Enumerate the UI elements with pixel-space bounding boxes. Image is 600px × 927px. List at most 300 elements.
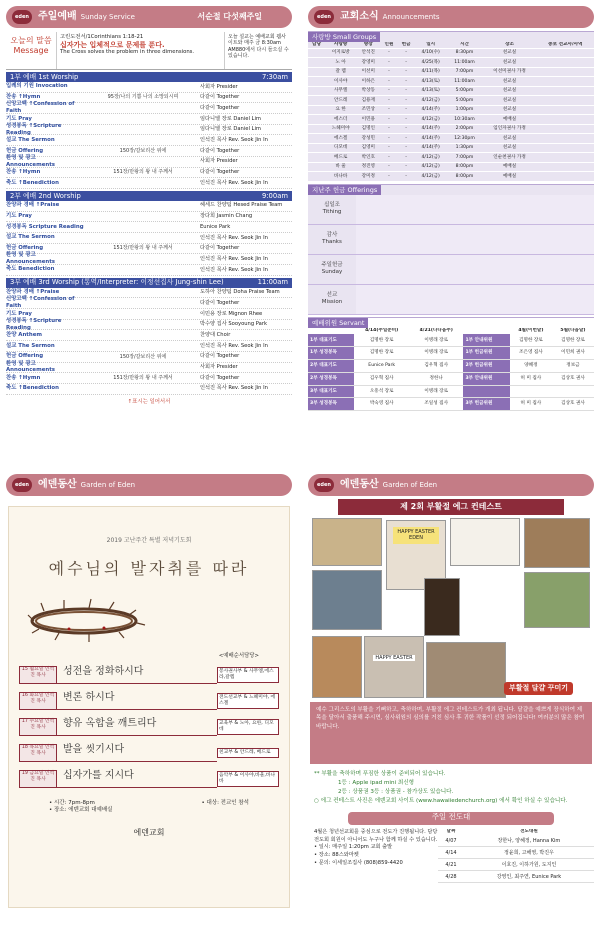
contest-description: 예수 그리스도의 부활을 기뻐하고, 축하하며, 부활절 에그 컨테스트가 개최 됩니다. 달걀을 예쁘게 장식하여 제목을 달아서 출품해 주시면, 심사위원의 심의를 거친 심사 후 귀한 작품이 선정 되어집니다! 여러분의 많은 참여 바랍니다. [310, 702, 592, 764]
table-cell: 8:00pm [447, 162, 483, 172]
table-cell: 4/14(주) [415, 105, 447, 115]
table-cell: 디모데 [325, 143, 356, 153]
prayer-day-row [19, 742, 279, 764]
table-cell: - [380, 162, 397, 172]
section-title: 에덴동산 [340, 478, 379, 490]
table-cell: 4/12(금) [415, 162, 447, 172]
table-cell: 강영미 [356, 58, 380, 68]
table-cell: 8:00pm [447, 172, 483, 182]
table-row [438, 847, 594, 859]
sermon-title-ko: 십자가는 입체적으로 문제를 푼다. [60, 40, 165, 49]
egg-contest-title: 제 2회 부활절 에그 컨테스트 [338, 499, 564, 515]
prize-first: 1등 : Apple ipad mini 최신형 [338, 779, 415, 786]
table-cell [510, 385, 552, 398]
table-row [438, 835, 594, 847]
eden-logo-icon: eden [314, 10, 334, 24]
table-cell: 2부 대표기도 [308, 360, 354, 373]
table-row [438, 871, 594, 883]
order-item: 찬송 ↑Hymn [6, 168, 41, 175]
table-cell: 느헤미야 [325, 124, 356, 134]
table-row [308, 48, 594, 58]
section-subtitle: Garden of Eden [382, 480, 438, 489]
table-cell: 10:30am [447, 115, 483, 125]
table-cell: 친교실 [482, 134, 536, 144]
table-cell [308, 153, 325, 163]
table-cell: 친교실 [482, 86, 536, 96]
table-cell: - [380, 105, 397, 115]
offering-label [308, 285, 356, 314]
table-cell: 11:00am [447, 58, 483, 68]
table-header: 헌금 [398, 42, 415, 48]
offering-value [356, 225, 594, 254]
table-cell: 4/28 [438, 871, 464, 883]
table-cell: 11:00am [447, 77, 483, 87]
table-cell: 강영인, 최주연, Eunice Park [464, 871, 594, 883]
table-cell [308, 96, 325, 106]
prize-second-third: 2등 : 상품권 3등 : 상품권 - 참가상도 있습니다. [338, 788, 454, 795]
table-cell [537, 172, 594, 182]
order-item: 찬양 Anthem [6, 331, 42, 338]
table-cell: 김우혁 집사 [354, 372, 409, 385]
egg-photo-5 [312, 570, 382, 630]
table-cell: 노 아 [325, 58, 356, 68]
order-leader: 다같이 Together [200, 104, 240, 111]
offerings-title: 지난주 헌금 Offerings [308, 185, 381, 195]
egg-photo-4 [524, 518, 590, 568]
table-cell: 5:00pm [447, 96, 483, 106]
order-item: 환영 및 광고 Announcements [6, 252, 55, 266]
message-box [6, 32, 292, 70]
table-cell [537, 153, 594, 163]
table-cell [308, 77, 325, 87]
table-cell: - [398, 162, 415, 172]
order-leader: 다같이 Together [200, 245, 240, 252]
table-cell: 1:30pm [447, 143, 483, 153]
photo-site-note: ○ 에그 컨테스트 사진은 에덴교회 사이트 (www.hawaiiedenchurch.org) 에서 확인 하실 수 있습니다. [314, 797, 568, 804]
table-cell [537, 124, 594, 134]
table-cell [537, 67, 594, 77]
table-row [308, 385, 594, 398]
table-cell: - [380, 134, 397, 144]
table-cell: 4/13(토) [415, 77, 447, 87]
order-leader: 사회자 Presider [200, 158, 238, 165]
table-cell: 강미정 [356, 172, 380, 182]
garden-header [6, 474, 292, 496]
meeting-target: • 대상: 전교인 참석 [201, 799, 249, 806]
table-cell: 8:30pm [447, 48, 483, 58]
small-groups-title: 사랑방 Small Groups [308, 32, 380, 42]
offering-row [308, 195, 594, 225]
table-header: 4/21(다다음주) [409, 328, 464, 334]
offering-row [308, 225, 594, 255]
table-cell: 장한나, 양혜정, Hanna Kim [464, 835, 594, 847]
offering-label-ko: 감사 [326, 232, 338, 239]
table-header: 중보 선교사/사역 [537, 42, 594, 48]
table-cell: 3부 대표기도 [308, 385, 354, 398]
table-cell: 정한나 [409, 372, 464, 385]
table-cell: 4/14 [438, 847, 464, 859]
section-subtitle: Sunday Service [80, 12, 135, 21]
table-cell: 이민희 권사 [552, 347, 594, 360]
order-leader: 이민용 장로 Mignon Rhee [200, 310, 263, 317]
table-row [308, 96, 594, 106]
table-cell: - [398, 134, 415, 144]
order-leader: 다같이 Together [200, 299, 240, 306]
table-row [308, 372, 594, 385]
order-item: 축도 ↑Benediction [6, 385, 59, 392]
offering-value [356, 255, 594, 284]
witness-team-title: 주일 전도대 [348, 812, 554, 825]
church-name: 에덴교회 [133, 827, 165, 837]
hymn-title: 151장/만왕의 왕 내 주께서 [113, 374, 173, 381]
order-item: 설교 The Sermon [6, 234, 55, 241]
order-leader: 인석진 목사 Rev. Seok Jin In [200, 179, 268, 186]
order-leader: 인석진 목사 Rev. Seok Jin In [200, 137, 268, 144]
table-cell: - [380, 48, 397, 58]
order-row [6, 298, 292, 309]
table-cell: - [398, 86, 415, 96]
announcements-panel [308, 6, 594, 462]
order-row [6, 122, 292, 136]
table-cell: - [380, 58, 397, 68]
worship-2-order [6, 201, 292, 276]
crown-of-thorns-icon [9, 593, 159, 643]
lent-week: 서순절 다섯째주일 [197, 12, 262, 21]
table-cell: - [398, 143, 415, 153]
table-cell: 1:00pm [447, 105, 483, 115]
order-row [6, 168, 292, 179]
eden-logo-icon: eden [12, 10, 32, 24]
witness-info-line: • 일시: 매주일 1:20pm 교회 출발 [314, 844, 393, 851]
table-cell [308, 124, 325, 134]
day-leaders: 친교부 & 안드레, 베드로 [217, 748, 279, 758]
table-cell: - [380, 143, 397, 153]
table-cell: 정윤희, 고해영, 박진우 [464, 847, 594, 859]
table-cell: 이선미권사 가정 [482, 67, 536, 77]
table-cell: 4/14(주) [415, 143, 447, 153]
table-header: 4/14(주일준비) [354, 328, 409, 334]
order-leader: 장다희 Jasmin Chang [200, 213, 253, 220]
table-cell: - [380, 77, 397, 87]
table-cell: 4/13(토) [415, 86, 447, 96]
order-leader: 찬양대 Choir [200, 332, 231, 339]
witness-info-line: 4월은 청년선교회를 중심으로 전도가 진행됩니다. 담당 전도회 회원이 아니어도 누구나 함께 하실 수 있습니다. [314, 828, 438, 843]
table-cell [308, 172, 325, 182]
table-cell [308, 115, 325, 125]
table-cell: 임인자권사 가정 [482, 124, 536, 134]
offering-label-ko: 선교 [326, 292, 338, 299]
table-cell: 4/12(금) [415, 153, 447, 163]
order-item: 찬송 ↑Hymn [6, 94, 41, 101]
eden-logo-icon: eden [12, 478, 32, 492]
offering-label-en: Thanks [322, 239, 342, 246]
witness-info-line: • 문의: 이세일조집사 (808)859-4420 [314, 859, 403, 866]
table-cell: 4/25(목) [415, 58, 447, 68]
order-row [6, 341, 292, 352]
order-leader: 임다니엘 장로 Daniel Lim [200, 115, 261, 122]
order-item: 신앙고백 ↑Confession of Faith [6, 296, 75, 310]
prayer-day-row [19, 690, 279, 712]
table-cell: - [398, 124, 415, 134]
table-cell: 베드로 [325, 153, 356, 163]
day-leaders: 봉사권사부 & 사무엘,에스라,갈렙 [217, 667, 279, 683]
table-cell: 12:30pm [447, 134, 483, 144]
section-title: 교회소식 [340, 10, 379, 22]
table-cell: 박인호 [356, 153, 380, 163]
witness-schedule-table [438, 829, 594, 884]
day-leaders: 음악부 & 이사야,바울,바나바 [217, 771, 279, 787]
table-header: 전도대원 [464, 829, 594, 835]
table-cell: 갈 렙 [325, 67, 356, 77]
table-cell: 이병래 장로 [409, 347, 464, 360]
table-header: 4월(이번달) [510, 328, 552, 334]
offering-row [308, 255, 594, 285]
prayer-day-row [19, 664, 279, 686]
order-row [6, 360, 292, 374]
table-cell [537, 96, 594, 106]
table-cell: 친교실 [482, 143, 536, 153]
table-cell: 2:00pm [447, 124, 483, 134]
worship-2-bar [6, 191, 292, 201]
day-leaders: 교육부 & 노아, 요한, 디모데 [217, 719, 279, 735]
announcements-header [308, 6, 594, 28]
table-row [308, 77, 594, 87]
day-topic: 십자가를 지시다 [57, 770, 217, 788]
table-cell [308, 58, 325, 68]
witness-info [308, 829, 438, 884]
servants-block [308, 317, 594, 412]
table-cell: 안석진 [356, 48, 380, 58]
table-cell: - [380, 67, 397, 77]
happy-easter-sign: HAPPY EASTER [373, 655, 415, 661]
order-item: 찬양과 경배 ↑Praise [6, 202, 60, 209]
table-cell: 3부 성경봉독 [308, 398, 354, 411]
table-cell: - [398, 67, 415, 77]
offering-value [356, 195, 594, 224]
table-header: 담당 [308, 42, 325, 48]
table-cell: - [398, 105, 415, 115]
table-cell: Eunice Park [354, 360, 409, 373]
order-leader: 인석진 목사 Rev. Seok Jin In [200, 255, 268, 262]
offering-label-ko: 주일헌금 [321, 262, 343, 269]
table-cell: 조일성 집사 [409, 398, 464, 411]
day-label: 17 수요일 인석진 목사 [19, 718, 57, 736]
offering-label-en: Sunday [321, 269, 343, 276]
eden-logo-icon: eden [314, 478, 334, 492]
message-label-ko: 오늘의 말씀 [10, 36, 52, 45]
table-cell: 이하은 [356, 77, 380, 87]
prayer-day-row [19, 768, 279, 790]
worship-1-bar [6, 72, 292, 82]
worship-1-title: 1부 예배 1st Worship [10, 72, 79, 81]
garden-header [308, 474, 594, 496]
order-item: 기도 Pray [6, 115, 32, 122]
day-label: 15 월요일 인석진 목사 [19, 666, 57, 684]
table-cell [537, 58, 594, 68]
table-row [308, 172, 594, 182]
table-cell: 이호진, 이하가원, 도지인 [464, 859, 594, 871]
table-cell [537, 143, 594, 153]
table-cell [308, 162, 325, 172]
table-row [308, 124, 594, 134]
order-item: 헌금 Offering [6, 147, 44, 154]
table-cell [308, 134, 325, 144]
order-row [6, 384, 292, 395]
table-cell: 정진영 [356, 162, 380, 172]
offering-label-ko: 십일조 [324, 202, 340, 209]
table-row [308, 105, 594, 115]
order-leader: 다같이 Together [200, 353, 240, 360]
day-topic: 성전을 정화하시다 [57, 666, 217, 684]
order-item: 입례의 기원 Invocation [6, 83, 68, 90]
egg-decorating-tag: 부활절 달걀 꾸미기 [504, 682, 573, 695]
table-row [308, 143, 594, 153]
table-cell: 4/21 [438, 859, 464, 871]
order-item: 축도 ↑Benediction [6, 179, 59, 186]
table-cell: 1부 안내위원 [463, 334, 509, 347]
table-cell: 7:00pm [447, 67, 483, 77]
table-cell [308, 67, 325, 77]
order-item: 성경봉독 Scripture Reading [6, 223, 84, 230]
table-cell: 사무엘 [325, 86, 356, 96]
order-row [6, 178, 292, 189]
offering-label [308, 255, 356, 284]
day-label: 18 목요일 인석진 목사 [19, 744, 57, 762]
order-item: 설교 The Sermon [6, 342, 55, 349]
order-item: 찬송 ↑Hymn [6, 374, 41, 381]
table-cell [308, 48, 325, 58]
table-cell: - [398, 172, 415, 182]
table-cell: 정보금 [552, 360, 594, 373]
hymn-title: 95장/나의 기쁨 나의 소망되시며 [107, 94, 179, 101]
table-cell: - [398, 115, 415, 125]
order-item: 성경봉독 ↑Scripture Reading [6, 317, 62, 331]
table-cell: 양혜정 [510, 360, 552, 373]
order-leader: 다같이 Together [200, 147, 240, 154]
table-cell: 5:00pm [447, 86, 483, 96]
order-leader: 다같이 Together [200, 374, 240, 381]
sunday-service-header [6, 6, 292, 28]
table-cell: 예배실 [482, 172, 536, 182]
table-cell: 1부 헌금위원 [463, 347, 509, 360]
prayer-meeting-flyer [8, 506, 290, 908]
table-cell: 친교실 [482, 48, 536, 58]
order-row [6, 82, 292, 93]
table-cell [308, 86, 325, 96]
table-cell: 바나바 [325, 172, 356, 182]
egg-photo-7 [524, 572, 590, 628]
day-label: 16 화요일 인석진 목사 [19, 692, 57, 710]
table-header: 인원 [380, 42, 397, 48]
table-cell: 김상호 권사 [552, 372, 594, 385]
table-cell [308, 143, 325, 153]
order-item: 설교 The Sermon [6, 136, 55, 143]
table-cell: 김명한 장로 [510, 334, 552, 347]
table-cell: - [380, 96, 397, 106]
table-cell: 예배실 [482, 162, 536, 172]
table-header: 일시 [415, 42, 447, 48]
small-groups-block [308, 31, 594, 182]
order-leader: 인석진 목사 Rev. Seok Jin In [200, 234, 268, 241]
order-item: 기도 Pray [6, 310, 32, 317]
day-leaders: 전도선교부 & 느헤미야, 에스겔 [217, 693, 279, 709]
order-item: 환영 및 광고 Announcements [6, 154, 55, 168]
table-cell: 김우혁 집사 [409, 360, 464, 373]
table-cell: - [398, 96, 415, 106]
table-cell: 이병래 장로 [409, 334, 464, 347]
table-cell: 에스겔 [325, 134, 356, 144]
table-cell: 4/12(금) [415, 172, 447, 182]
day-topic: 변론 하시다 [57, 692, 217, 710]
table-cell: - [380, 86, 397, 96]
section-title: 주일예배 [38, 10, 77, 22]
table-cell: 오흥석 장로 [354, 385, 409, 398]
order-leader: 인석진 목사 Rev. Seok Jin In [200, 385, 268, 392]
order-row [6, 330, 292, 341]
worship-2-time: 9:00am [261, 191, 288, 200]
table-cell: 3부 안내위원 [463, 372, 509, 385]
order-row [6, 135, 292, 146]
table-row [308, 334, 594, 347]
table-cell [537, 115, 594, 125]
table-row [308, 115, 594, 125]
order-leader: 다같이 Together [200, 94, 240, 101]
order-row [6, 373, 292, 384]
worship-3-bar [6, 278, 292, 288]
table-cell: 1부 성경봉독 [308, 347, 354, 360]
order-leader: 인석진 목사 Rev. Seok Jin In [200, 342, 268, 349]
table-row [308, 86, 594, 96]
table-header: 시간 [447, 42, 483, 48]
table-cell [537, 134, 594, 144]
order-row [6, 254, 292, 265]
table-cell: - [380, 153, 397, 163]
table-cell: 박숙영 집사 [354, 398, 409, 411]
hymn-title: 150장/갈보리산 위에 [119, 147, 167, 154]
egg-photo-collage [308, 518, 594, 702]
garden-of-eden-panel-right [308, 474, 594, 921]
servants-title: 예배위원 Servant [308, 318, 368, 328]
table-cell [308, 105, 325, 115]
table-cell: 이선미 [356, 67, 380, 77]
table-cell: 친교실 [482, 58, 536, 68]
prize-intro: ** 부활을 축하하며 푸짐한 상품이 준비되어 있습니다. [314, 771, 446, 777]
order-leader: Eunice Park [200, 223, 231, 230]
worship-1-time: 7:30am [261, 72, 288, 81]
table-cell [537, 48, 594, 58]
table-cell: 김명한 장로 [354, 347, 409, 360]
offering-value [356, 285, 594, 314]
table-cell: - [398, 48, 415, 58]
offerings-block [308, 184, 594, 315]
table-row [308, 162, 594, 172]
table-cell: 이지로방 [325, 48, 356, 58]
hymn-title: 150장/갈보리산 위에 [119, 353, 167, 360]
order-item: 찬양과 경배 ↑Praise [6, 289, 60, 296]
offering-label [308, 225, 356, 254]
table-row [308, 67, 594, 77]
table-cell: 이사야 [325, 77, 356, 87]
table-cell: 조은영 집사 [510, 347, 552, 360]
table-row [308, 360, 594, 373]
table-cell [463, 385, 509, 398]
order-leader: 사회자 Presider [200, 83, 238, 90]
order-row [6, 154, 292, 168]
order-leader: 박수양 집사 Sooyoung Park [200, 321, 267, 328]
table-header: 날짜 [438, 829, 464, 835]
table-cell: 3부 헌금위원 [463, 398, 509, 411]
table-cell: 1부 대표기도 [308, 334, 354, 347]
